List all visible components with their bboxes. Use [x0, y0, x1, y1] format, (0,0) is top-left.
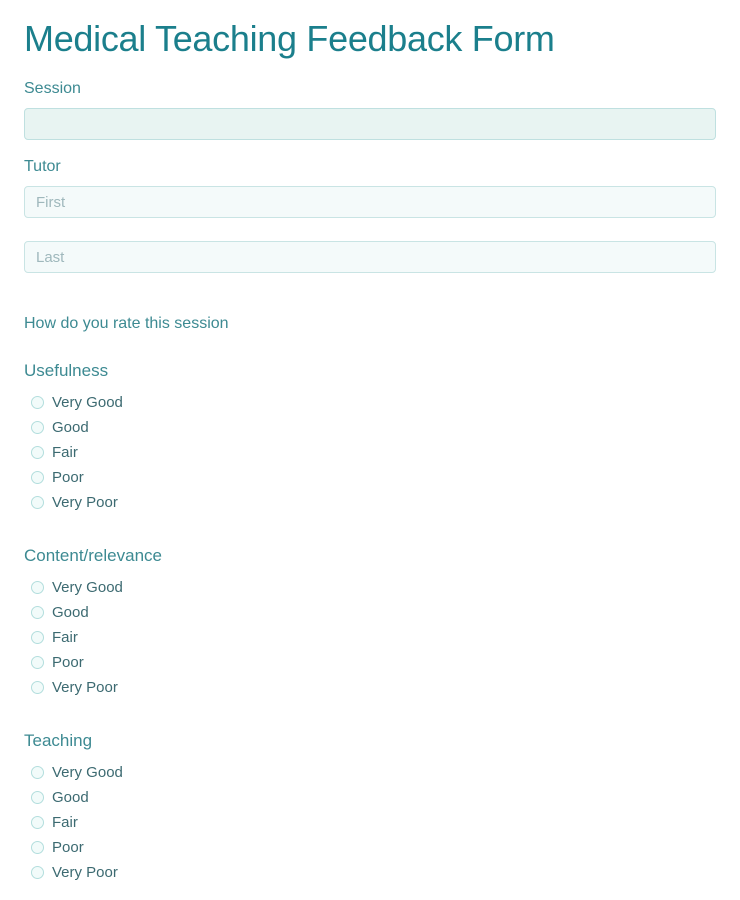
rating-group-title: Usefulness [24, 361, 109, 380]
radio-option-label: Poor [52, 654, 84, 671]
rating-groups-container [24, 360, 716, 885]
radio-option-label: Good [52, 604, 89, 621]
radio-option-label: Very Poor [52, 864, 118, 881]
tutor-field-block [24, 157, 716, 273]
radio-circle-icon[interactable] [31, 446, 44, 459]
radio-circle-icon[interactable] [31, 866, 44, 879]
radio-circle-icon[interactable] [31, 816, 44, 829]
session-field-block [24, 79, 716, 140]
tutor-first-name-input[interactable] [24, 186, 716, 218]
session-label: Session [24, 80, 81, 97]
radio-option-label: Very Good [52, 579, 123, 596]
radio-option-label: Good [52, 789, 89, 806]
radio-option[interactable] [24, 835, 716, 860]
radio-option-label: Good [52, 419, 89, 436]
rating-group [24, 545, 716, 700]
rating-group-title: Content/relevance [24, 546, 162, 565]
radio-option-label: Fair [52, 814, 78, 831]
radio-option[interactable] [24, 675, 716, 700]
radio-circle-icon[interactable] [31, 791, 44, 804]
radio-circle-icon[interactable] [31, 766, 44, 779]
radio-circle-icon[interactable] [31, 396, 44, 409]
radio-option[interactable] [24, 760, 716, 785]
rating-group [24, 730, 716, 885]
radio-circle-icon[interactable] [31, 606, 44, 619]
radio-option-label: Fair [52, 629, 78, 646]
tutor-label: Tutor [24, 158, 61, 175]
radio-option[interactable] [24, 465, 716, 490]
radio-option[interactable] [24, 625, 716, 650]
radio-circle-icon[interactable] [31, 421, 44, 434]
radio-option[interactable] [24, 575, 716, 600]
radio-option[interactable] [24, 650, 716, 675]
radio-option[interactable] [24, 490, 716, 515]
radio-circle-icon[interactable] [31, 581, 44, 594]
page-title: Medical Teaching Feedback Form [24, 18, 555, 59]
radio-option-label: Very Poor [52, 679, 118, 696]
radio-option-label: Fair [52, 444, 78, 461]
rating-group [24, 360, 716, 515]
radio-circle-icon[interactable] [31, 656, 44, 669]
radio-option-label: Poor [52, 469, 84, 486]
rating-group-title: Teaching [24, 731, 93, 750]
radio-circle-icon[interactable] [31, 841, 44, 854]
radio-option[interactable] [24, 785, 716, 810]
radio-circle-icon[interactable] [31, 631, 44, 644]
radio-circle-icon[interactable] [31, 681, 44, 694]
radio-option[interactable] [24, 600, 716, 625]
radio-option-label: Very Poor [52, 494, 118, 511]
tutor-last-name-input[interactable] [24, 241, 716, 273]
radio-option[interactable] [24, 810, 716, 835]
radio-option[interactable] [24, 390, 716, 415]
rating-question-heading: How do you rate this session [24, 315, 229, 332]
radio-option-label: Very Good [52, 764, 123, 781]
radio-option[interactable] [24, 415, 716, 440]
radio-circle-icon[interactable] [31, 471, 44, 484]
radio-option[interactable] [24, 860, 716, 885]
radio-option-label: Poor [52, 839, 84, 856]
radio-option-label: Very Good [52, 394, 123, 411]
radio-option[interactable] [24, 440, 716, 465]
radio-circle-icon[interactable] [31, 496, 44, 509]
session-input[interactable] [24, 108, 716, 140]
